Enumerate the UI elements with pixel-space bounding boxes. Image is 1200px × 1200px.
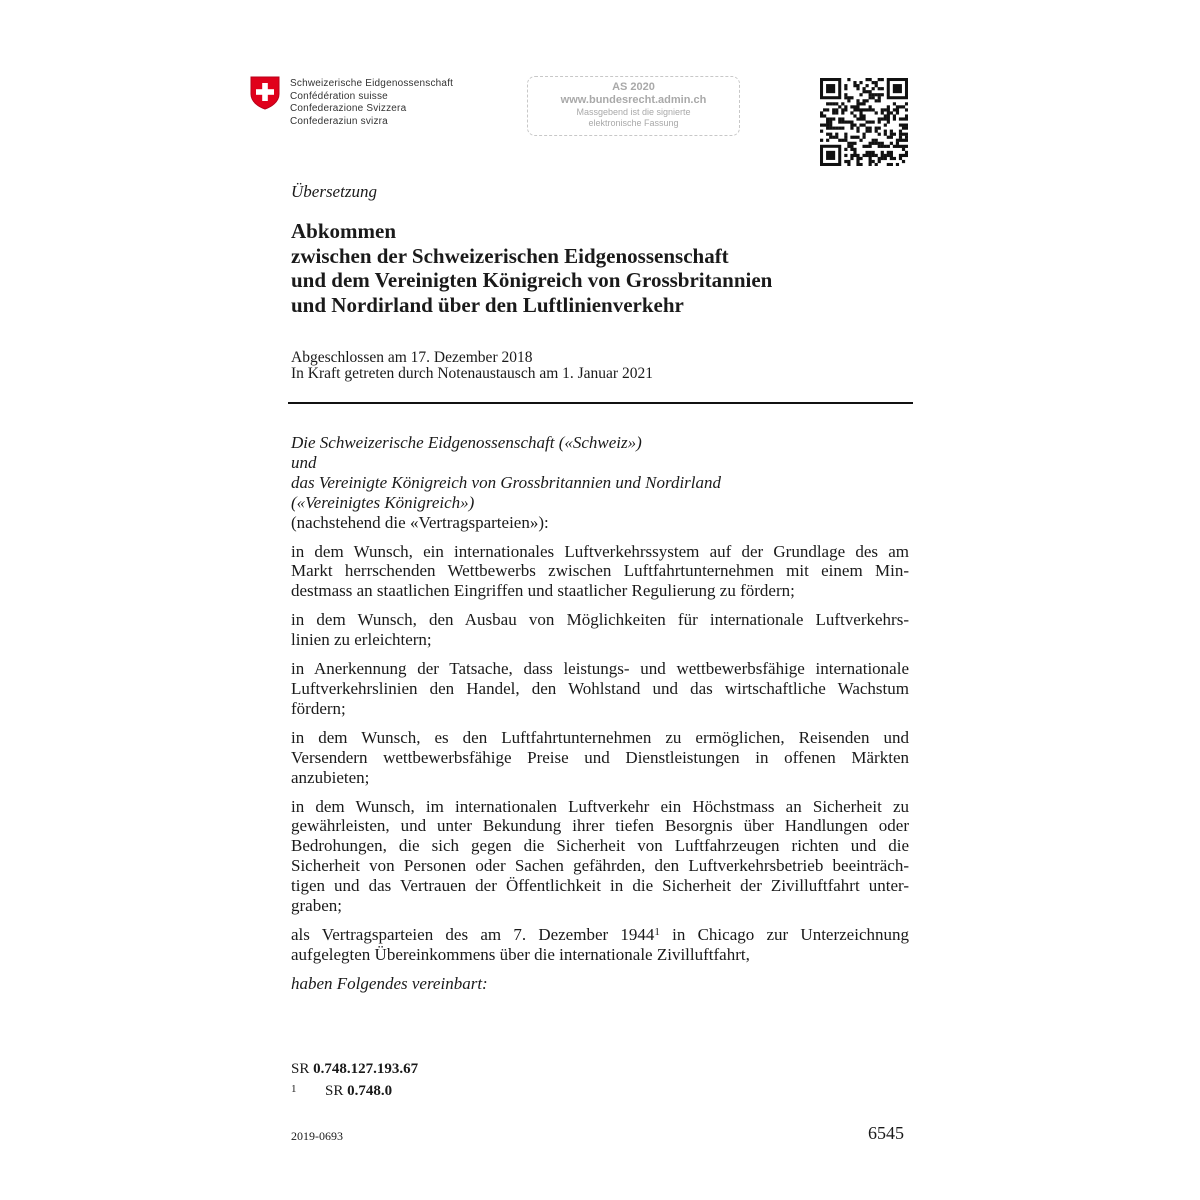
document-title [291, 219, 772, 317]
parties-designation: (nachstehend die «Vertragsparteien»): [291, 512, 549, 532]
recital-paragraph [291, 659, 909, 719]
federation-name-it: Confederazione Svizzera [290, 103, 407, 114]
recital-line: Sicherheit von Personen oder Sachen gefährden, den Luftverkehrsbetrieb beeinträch- [291, 856, 909, 876]
concluded-date: Abgeschlossen am 17. Dezember 2018 [291, 349, 533, 366]
footnote-sr-prefix: SR [325, 1083, 344, 1099]
footnotes [291, 1059, 418, 1101]
party-united-kingdom-short: («Vereinigtes Königreich») [291, 492, 475, 512]
recital-line: graben; [291, 896, 342, 916]
recital-paragraph [291, 728, 909, 788]
recital-line: Bedrohungen, die sich gegen die Sicherheit von Luftfahrzeugen richten und die [291, 836, 909, 856]
recital-line: in dem Wunsch, ein internationales Luftverkehrssystem auf der Grundlage des am [291, 541, 909, 561]
stamp-note-1: Massgebend ist die signierte [576, 107, 691, 117]
chicago-text: in Chicago zur Unterzeichnung [659, 924, 909, 944]
title-line: und dem Vereinigten Königreich von Grossbritannien [291, 268, 773, 292]
recital-paragraph [291, 542, 909, 602]
footnote-number: 1 [291, 1083, 297, 1095]
recital-line: destmass an staatlichen Eingriffen und staatlicher Regulierung zu fördern; [291, 581, 795, 601]
title-line: und Nordirland über den Luftlinienverkehr [291, 292, 684, 317]
recital-line: Luftverkehrslinien den Handel, den Wohlstand und das wirtschaftliche Wachstum [291, 678, 909, 698]
sr-reference [291, 1059, 418, 1079]
stamp-url: www.bundesrecht.admin.ch [560, 94, 707, 106]
stamp-collection: AS 2020 [612, 81, 655, 93]
party-switzerland: Die Schweizerische Eidgenossenschaft («Schweiz») [291, 433, 642, 452]
page-number: 6545 [868, 1123, 904, 1143]
recital-paragraph [291, 610, 909, 650]
recital-line: linien zu erleichtern; [291, 630, 432, 650]
recital-line: gewährleisten, und unter Bekundung ihrer tiefen Besorgnis über Handlungen oder [291, 816, 909, 836]
agreed-clause: haben Folgendes vereinbart: [291, 973, 488, 993]
document-number: 2019-0693 [291, 1129, 343, 1143]
sr-number: 0.748.127.193.67 [313, 1061, 419, 1077]
sr-prefix: SR [291, 1061, 310, 1077]
header-divider [288, 402, 913, 404]
swiss-cross-icon [250, 76, 280, 110]
recital-line: in dem Wunsch, den Ausbau von Möglichkeiten für internationale Luftverkehrs- [291, 610, 909, 630]
recital-line: in Anerkennung der Tatsache, dass leistungs- und wettbewerbsfähige internationale [291, 659, 909, 679]
title-line: Abkommen [291, 219, 397, 243]
qr-code-icon [820, 78, 908, 166]
recital-paragraph [291, 797, 909, 916]
preamble [291, 433, 909, 994]
recital-line [291, 925, 909, 945]
footnote-1 [291, 1079, 418, 1101]
stamp-note-2: elektronische Fassung [588, 118, 679, 128]
translation-note: Übersetzung [291, 182, 377, 201]
footnote-ref[interactable]: 1 [654, 925, 660, 938]
title-line: zwischen der Schweizerischen Eidgenossenschaft [291, 243, 729, 268]
recital-paragraph [291, 925, 909, 965]
recital-line: anzubieten; [291, 767, 370, 787]
federation-name-de: Schweizerische Eidgenossenschaft [290, 78, 454, 89]
recital-line: in dem Wunsch, im internationalen Luftverkehr ein Höchstmass an Sicherheit zu [291, 796, 909, 816]
federation-name-rm: Confederaziun svizra [290, 115, 388, 127]
federation-name-fr: Confédération suisse [290, 90, 388, 102]
recital-line: Markt herrschenden Wettbewerbs zwischen Luftfahrtunternehmen mit einem Min- [291, 561, 909, 581]
conjunction: und [291, 452, 317, 472]
footnote-sr-number: 0.748.0 [347, 1083, 393, 1099]
recital-line: aufgelegten Übereinkommens über die internationale Zivilluftfahrt, [291, 944, 750, 964]
recital-line: fördern; [291, 698, 346, 718]
in-force-date: In Kraft getreten durch Notenaustausch am 1. Januar 2021 [291, 365, 653, 382]
chicago-text: als Vertragsparteien des am 7. Dezember 1944 [291, 924, 655, 944]
federation-names [290, 78, 453, 128]
party-united-kingdom: das Vereinigte Königreich von Grossbritannien und Nordirland [291, 472, 722, 492]
document-dates [291, 350, 653, 382]
official-publication-stamp [527, 76, 740, 136]
recital-line: Versendern wettbewerbsfähige Preise und Dienstleistungen in offenen Märkten [291, 747, 909, 767]
recital-line: in dem Wunsch, es den Luftfahrtunternehmen zu ermöglichen, Reisenden und [291, 727, 909, 747]
recital-line: tigen und das Vertrauen der Öffentlichkeit in die Sicherheit der Zivilluftfahrt unter- [291, 876, 909, 896]
